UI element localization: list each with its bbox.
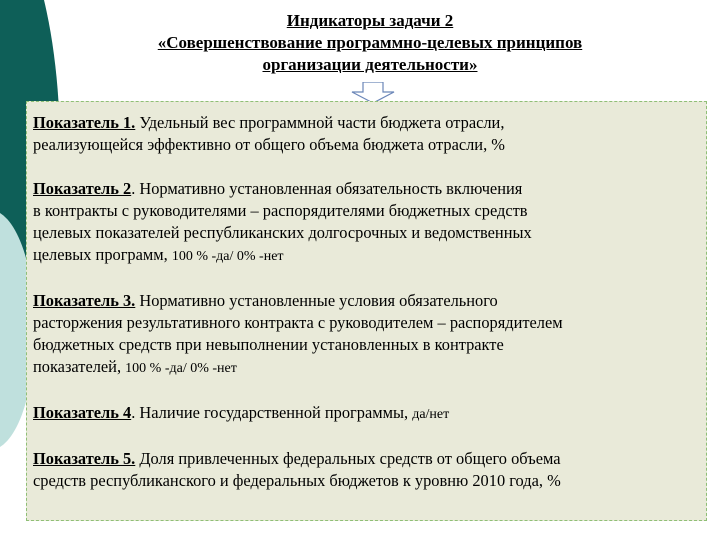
indicator-label: Показатель 1. <box>33 113 136 132</box>
indicator-text-line: средств республиканского и федеральных бюджетов к уровню 2010 года, % <box>33 471 561 490</box>
indicator-text-line: целевых программ, <box>33 245 172 264</box>
indicator-text-line: показателей, <box>33 357 126 376</box>
indicator-label: Показатель 4 <box>33 403 132 422</box>
title-line-2: «Совершенствование программно-целевых принципов <box>157 33 583 52</box>
indicator-4 <box>33 402 703 426</box>
indicator-1 <box>33 112 703 156</box>
indicator-text-line: в контракты с руководителями – распорядителями бюджетных средств <box>33 201 528 220</box>
indicator-text-line: . Наличие государственной программы, <box>131 403 413 422</box>
title-line-1: Индикаторы задачи 2 <box>286 11 454 30</box>
indicators-panel <box>26 101 707 521</box>
indicator-text-line: расторжения результативного контракта с руководителем – распорядителем <box>33 313 563 332</box>
indicator-text-line: Доля привлеченных федеральных средств от общего объема <box>135 449 561 468</box>
title-line-3: организации деятельности» <box>262 55 478 74</box>
indicator-3 <box>33 290 703 380</box>
indicator-label: Показатель 5. <box>33 449 136 468</box>
indicator-label: Показатель 3. <box>33 291 136 310</box>
indicator-value-suffix: да/нет <box>412 407 450 422</box>
indicator-text-line: целевых показателей республиканских долгосрочных и ведомственных <box>33 223 532 242</box>
indicator-text-line: Удельный вес программной части бюджета отрасли, <box>139 113 505 132</box>
indicator-5 <box>33 448 703 492</box>
indicator-label: Показатель 2 <box>33 179 132 198</box>
indicator-value-suffix: 100 % -да/ 0% -нет <box>125 361 237 376</box>
slide-title <box>60 10 680 76</box>
indicator-text-line: реализующейся эффективно от общего объема бюджета отрасли, % <box>33 135 505 154</box>
indicator-text-line: Нормативно установленные условия обязательного <box>135 291 498 310</box>
indicator-text-line: бюджетных средств при невыполнении установленных в контракте <box>33 335 504 354</box>
indicator-text-line: . Нормативно установленная обязательность включения <box>131 179 523 198</box>
indicator-value-suffix: 100 % -да/ 0% -нет <box>171 249 284 264</box>
indicator-2 <box>33 178 703 268</box>
